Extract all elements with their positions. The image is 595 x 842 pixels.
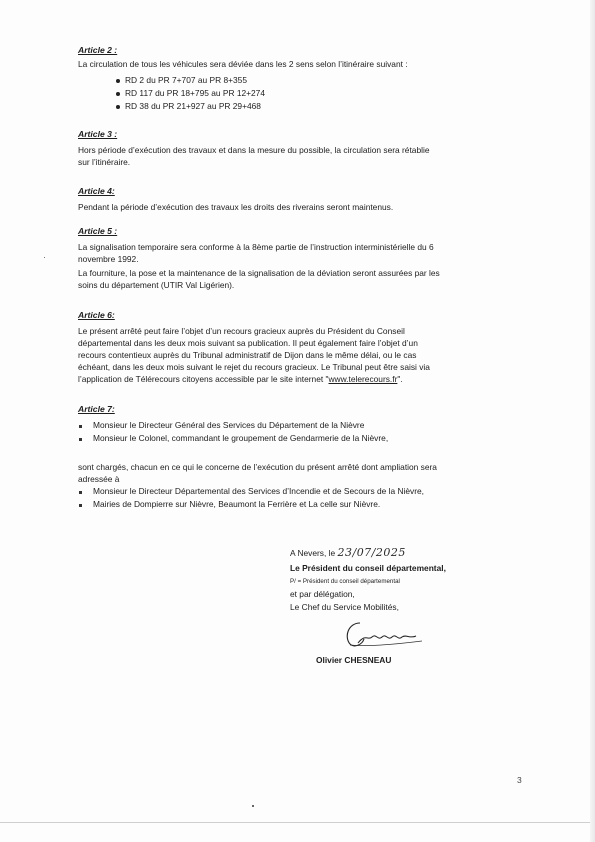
article-7-charges-line-2: adressée à: [78, 474, 120, 484]
list-item: RD 38 du PR 21+927 au PR 29+468: [125, 101, 261, 111]
article-3-line-1: Hors période d’exécution des travaux et dans la mesure du possible, la circulation sera rétablie: [78, 145, 430, 155]
telerecours-link[interactable]: www.telerecours.fr: [328, 374, 398, 384]
bullet-icon: [79, 438, 82, 441]
article-7-charges-line-1: sont chargés, chacun en ce qui le concerne de l’exécution du présent arrêté dont ampliation sera: [78, 462, 437, 472]
article-5-p1-line-1: La signalisation temporaire sera conforme à la 8ème partie de l’instruction interministérielle du 6: [78, 242, 434, 252]
scan-speck: [252, 805, 254, 807]
article-3-line-2: sur l’itinéraire.: [78, 157, 131, 167]
place-date-line: [290, 547, 406, 559]
article-3-title: Article 3 :: [78, 129, 118, 139]
page-number: 3: [517, 775, 522, 785]
scan-edge-line: [0, 822, 595, 823]
article-6-line-5-text: l’application de Télérecours citoyens accessible par le site internet ": [78, 374, 329, 384]
article-5-p1-line-2: novembre 1992.: [78, 254, 139, 264]
article-5-p2-line-1: La fourniture, la pose et la maintenance de la signalisation de la déviation seront assurées par les: [78, 268, 440, 278]
article-2-title: Article 2 :: [78, 45, 118, 55]
chef-service-line: Le Chef du Service Mobilités,: [290, 602, 399, 612]
delegation-line: et par délégation,: [290, 589, 355, 599]
article-6-line-1: Le présent arrêté peut faire l’objet d’un recours gracieux auprès du Président du Conseil: [78, 326, 405, 336]
place-prefix: A Nevers, le: [290, 548, 336, 558]
president-title: Le Président du conseil départemental,: [290, 563, 446, 573]
article-6-title: Article 6:: [78, 310, 115, 320]
proxy-line: P/ = Président du conseil départemental: [290, 578, 400, 585]
bullet-icon: [79, 504, 82, 507]
article-6-line-3: recours contentieux auprès du Tribunal administratif de Dijon dans le même délai, ou le cas: [78, 350, 417, 360]
article-6-line-5: [78, 374, 530, 385]
list-item: Mairies de Dompierre sur Nièvre, Beaumont la Ferrière et La celle sur Nièvre.: [93, 499, 381, 509]
list-item: Monsieur le Directeur Général des Services du Département de la Nièvre: [93, 420, 365, 430]
article-2-intro: La circulation de tous les véhicules sera déviée dans les 2 sens selon l’itinéraire suivant :: [78, 59, 408, 69]
bullet-icon: [79, 425, 82, 428]
list-item: Monsieur le Directeur Départemental des Services d’Incendie et de Secours de la Nièvre,: [93, 486, 424, 496]
scan-speck: [44, 257, 45, 258]
article-5-title: Article 5 :: [78, 226, 118, 236]
signer-name: Olivier CHESNEAU: [316, 655, 392, 665]
bullet-icon: [79, 491, 82, 494]
bullet-icon: [116, 79, 120, 83]
article-7-title: Article 7:: [78, 404, 115, 414]
handwritten-signature: [338, 617, 428, 651]
list-item: RD 117 du PR 18+795 au PR 12+274: [125, 88, 265, 98]
handwritten-date: 23/07/2025: [337, 546, 406, 559]
list-item: Monsieur le Colonel, commandant le groupement de Gendarmerie de la Nièvre,: [93, 433, 389, 443]
list-item: RD 2 du PR 7+707 au PR 8+355: [125, 75, 247, 85]
article-4-title: Article 4:: [78, 186, 115, 196]
article-5-p2-line-2: soins du département (UTIR Val Ligérien).: [78, 280, 235, 290]
article-6-line-2: départemental dans les deux mois suivant sa publication. Il peut également faire l’objet d’un: [78, 338, 418, 348]
article-6-line-5-end: ".: [397, 374, 403, 384]
article-4-text: Pendant la période d’exécution des travaux les droits des riverains seront maintenus.: [78, 202, 394, 212]
bullet-icon: [116, 105, 120, 109]
scan-edge-shadow: [590, 0, 595, 842]
bullet-icon: [116, 92, 120, 96]
article-6-line-4: échéant, dans les deux mois suivant le rejet du recours gracieux. Le Tribunal peut être saisi via: [78, 362, 430, 372]
